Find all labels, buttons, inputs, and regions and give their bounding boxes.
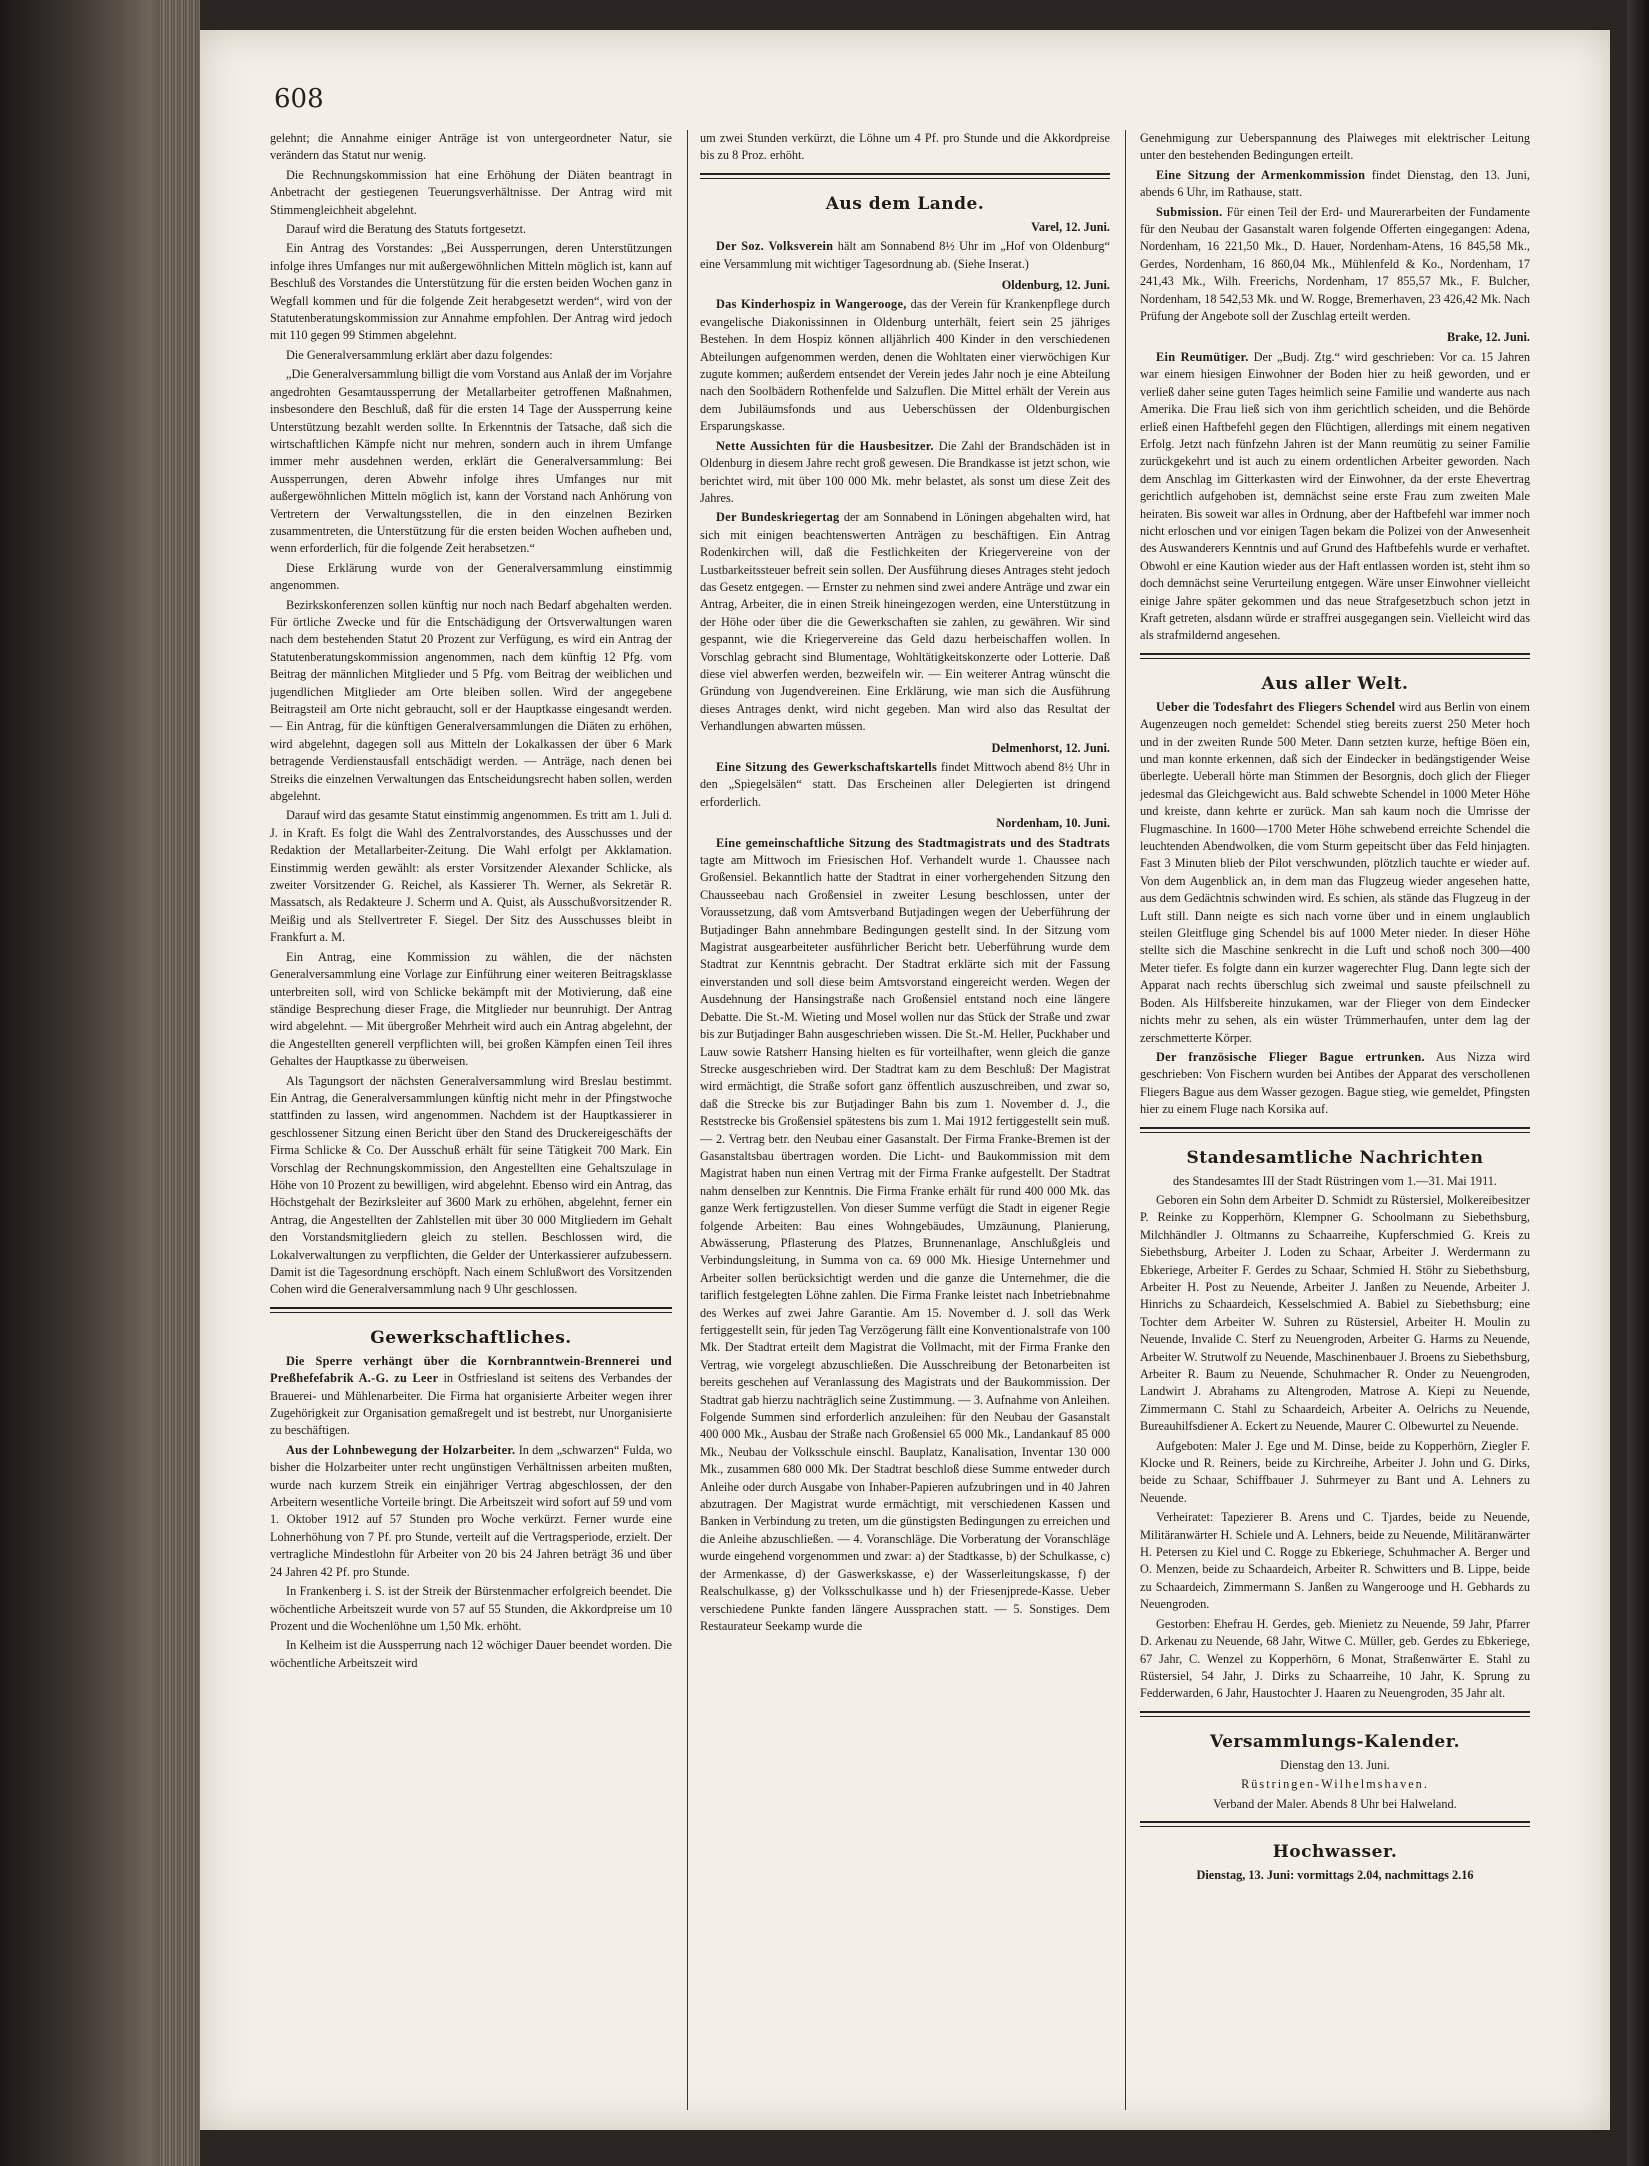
article-text: Der „Budj. Ztg.“ wird geschrieben: Vor ca. 15 Jahren war einem hiesigen Einwohner der Boden hier zu heiß geworden, und er verließ daher seine guten Tages heimlich seine Familie und wanderte aus nach Amerika. Die Frau ließ sich von ihm gerichtlich scheiden, und die Behörde erließ einen Haftbefehl gegen den Flüchtigen, allerdings mit einem negativen Erfolg. Jetzt nach fünfzehn Jahren ist der Mann reumütig zu seiner Familie zurückgekehrt und ist auch zu einem ordentlichen Arbeiter geworden. Nach dem Anschlag im Gitterkasten wird der Einwohner, da der erste Ehevertrag gerichtlich aufgehoben ist, demnächst seine erste Frau zum zweiten Male heiraten. Bis soweit war alles in Ordnung, aber der Haftbefehl war immer noch nicht erloschen und vor einigen Tagen bekam die Polizei von der Anwesenheit des Auswanderers Kenntnis und auf Grund des Haftbefehls wurde er verhaftet. Obwohl er eine Kaution wieder aus der Haft entlassen worden ist, steht ihm so doch demnächst seine Verurteilung entgegen. Wäre unser Einwohner vielleicht einige Jahre später gekommen und das neue Strafgesetzbuch schon jetzt in Kraft getreten, alsdann würde er straffrei ausgegangen sein. Vielleicht wird das als strafmildernd angesehen. [1140, 349, 1530, 643]
article-text: in Ostfriesland ist seitens des Verbandes der Brauerei- und Mühlenarbeiter. Die Firma hat organisierte Arbeiter wegen ihrer Zugehörigkeit zur Organisation gemaßregelt und ist bestrebt, nur Unorganisierte zu beschäftigen. [270, 1371, 672, 1438]
page-stack-edge [160, 0, 200, 2166]
section-divider [1140, 1127, 1530, 1133]
article-lead: Der französische Flieger Bague ertrunken. [1156, 1049, 1425, 1064]
paragraph: Bezirkskonferenzen sollen künftig nur noch nach Bedarf abgehalten werden. Für örtliche Zwecke und für die Entschädigung der Ortsverwaltungen waren nach dem bestehenden Statut 20 Prozent zur Verfügung, es wird ein Antrag der Statutenberatungskommission angenommen, nach dem künftig 12 Pfg. vom Beitrag der männlichen Mitglieder und 5 Pfg. vom Beitrag der weiblichen und jugendlichen Mitglieder am Orte bleiben sollen. Wird der angegebene Beitragsteil am Orte nicht gebraucht, soll er der Hauptkasse eingesandt werden. — Ein Antrag, für die künftigen Generalversammlungen die Diäten zu erhöhen, wird abgelehnt, dagegen soll aus Mitteln der Lokalkassen der über 6 Mark betragende Verdienstausfall entschädigt werden. — Anträge, nach denen bei Streiks die einzelnen Verwaltungen das Entscheidungsrecht haben sollen, werden abgelehnt. [270, 597, 672, 804]
paragraph: um zwei Stunden verkürzt, die Löhne um 4 Pf. pro Stunde und die Akkordpreise bis zu 8 Proz. erhöht. [700, 131, 1110, 163]
article-lead: Ein Reumütiger. [1156, 349, 1249, 364]
dateline: Oldenburg, 12. Juni. [1001, 278, 1110, 293]
paragraph: Aufgeboten: Maler J. Ege und M. Dinse, beide zu Kopperhörn, Ziegler F. Klocke und R. Reiners, beide zu Kirchreihe, Arbeiter J. John und G. Dirks, beide zu Schaar, Schiffbauer J. Suhrmeyer zu Bant und A. Lehners zu Neuende. [1140, 1438, 1530, 1505]
paragraph: „Die Generalversammlung billigt die vom Vorstand aus Anlaß der im Vorjahre angedrohten Gesamtaussperrung der Metallarbeiter getroffenen Maßnahmen, insbesondere den Beschluß, daß für die ersten 14 Tage der Aussperrung keine Unterstützung bezahlt werden sollte. In Erkenntnis der Tatsache, daß sich die wirtschaftlichen Kämpfe nicht nur mehren, sondern auch in ihrem Umfange immer mehr ausdehnen werden, erklärt die Generalversammlung: Bei Aussperrungen, deren Abwehr infolge ihres Umfanges nur mit außergewöhnlichen Mitteln möglich ist, kann der Vorstand nach Anhörung von Vertretern der Verwaltungsstellen, die in den einzelnen Bezirken zusammentreten, die Unterstützung für die ersten beiden Wochen aufheben und, wenn erforderlich, für die folgende Zeit herabsetzen.“ [270, 367, 672, 556]
article-text: das der Verein für Krankenpflege durch evangelische Diakonissinnen in Oldenburg unterhält, feiert sein 25 jähriges Bestehen. In dem Hospiz können alljährlich 400 Kinder in den verschiedenen Abteilungen aufgenommen werden, denen die Wohltaten einer vierwöchigen Kur zugute kommen; außerdem entsendet der Verein jedes Jahr noch je eine Abteilung nach den Soolbädern Rothenfelde und Salzuflen. Die Mittel erhält der Verein aus dem Jubiläumsfonds und aus Ueberschüssen der Oldenburgischen Ersparungskasse. [700, 297, 1110, 434]
article-lead: Die Sperre verhängt über die Kornbranntwein-Brennerei und Preßhefefabrik A.-G. zu Leer [270, 1353, 672, 1386]
section-heading-kalender: Versammlungs-Kalender. [1209, 1731, 1461, 1752]
article-text: findet Mittwoch abend 8½ Uhr in den „Spiegelsälen“ statt. Das Erscheinen aller Delegierten ist dringend erforderlich. [700, 760, 1110, 809]
article-text: hält am Sonnabend 8½ Uhr im „Hof von Oldenburg“ eine Versammlung mit wichtiger Tagesordnung ab. (Siehe Inserat.) [700, 239, 1110, 271]
section-heading-hochwasser: Hochwasser. [1272, 1841, 1398, 1862]
article-text: tagte am Mittwoch im Friesischen Hof. Verhandelt wurde 1. Chaussee nach Großensiel. Bekanntlich hatte der Stadtrat in einer vorhergehenden Sitzung den Chausseebau nach Großensiel in zweiter Lesung beschlossen, unter der Voraussetzung, daß vom Amtsverband Butjadingen wegen der Ueberführung der Butjadinger Bahn annehmbare Bedingungen gestellt sind. In der Sitzung vom Magistrat ausgearbeiteter ausführlicher Bericht betr. Ueberführung wurde dem Stadtrat zur Kenntnis gebracht. Der Stadtrat erklärte sich mit der Fassung einverstanden und soll diese beim Amtsvorstand eingereicht werden. Wegen der Ausdehnung der Hansingstraße nach Großensiel entstand noch eine längere Debatte. Die St.-M. Wieting und Mosel wollen nur das Stück der Straße und zwar bis zur Butjadinger Bahn ausgeschrieben wissen. Die St.-M. Heller, Puckhaber und Lauw sowie Ratsherr Hansing hielten es für vorteilhafter, wenn gleich die ganze Strecke ausgeschrieben wird. Der Stadtrat kam zu dem Beschluß: Der Magistrat wird ermächtigt, die Straße sofort ganz öffentlich auszuschreiben, und zwar so, daß die Strecke bis zur Butjadinger Bahn bis zum 1. November d. J., die Reststrecke bis Großensiel spätestens bis zum 1. Mai 1912 fertiggestellt sein muß. — 2. Vertrag betr. den Neubau einer Gasanstalt. Der Firma Franke-Bremen ist der Gasanstaltsbau übertragen worden. Die Licht- und Baukommission mit dem Magistrat haben nun einen Vertrag mit der Firma Franke aufgestellt. Der Stadtrat nahm denselben zur Kenntnis. Die Firma Franke erhält für rund 400 000 Mk. das ganze Werk fertigzustellen. Von dieser Summe verfügt die Stadt in eigener Regie folgende Arbeiten: Bau eines Wohngebäudes, Umzäunung, Planierung, Abwässerung, Pflasterung des Platzes, Brunnenanlage, Anschlußgleis und Verbindungsleitung, in Summa von ca. 69 000 Mk. Hiesige Unternehmer und Arbeiter sollen berücksichtigt werden und die ganze die Unternehmer, die die tariflich festgelegten Löhne zahlen. Die Firma Franke leistet nach Inbetriebnahme des Werkes auf zwei Jahre Garantie. Am 15. November d. J. soll das Werk fertiggestellt sein, für jeden Tag Verzögerung fällt eine Konventionalstrafe von 100 Mk. Der Stadtrat erteilt dem Magistrat die Vollmacht, mit der Firma Franke den Vertrag, wie vorgelegt abzuschließen. Die Ausschreibung der Betonarbeiten ist bereits geschehen auf Veranlassung des Magistrats und der Baukommission. Der Stadtrat gab hierzu nachträglich seine Zustimmung. — 3. Aufnahme von Anleihen. Folgende Summen sind erforderlich anzuleihen: für den Neubau der Gasanstalt 400 000 Mk., Ausbau der Straße nach Großensiel 65 000 Mk., Landankauf 85 000 Mk., Neubau der Volksschule einschl. Bauplatz, Kanalisation, Inventar 130 000 Mk., zusammen 680 000 Mk. Der Stadtrat beschloß diese Summe entweder durch Anleihe oder durch Ausgabe von Inhaber-Papieren aufzubringen und in 40 Jahren abzutragen. Der Magistrat wurde ermächtigt, mit verschiedenen Kassen und Banken in Verbindung zu treten, um die günstigsten Bedingungen zu erreichen und die Anleihe abzuschließen. — 4. Voranschläge. Die Vorberatung der Voranschläge wurde eingehend vorgenommen und zwar: a) der Stadtkasse, b) der Schulkasse, c) der Armenkasse, d) der Gaswerkskasse, e) der Wasserleitungskasse, f) der Realschulkasse, g) der Volksschulkasse und h) der Friesenjprede-Kasse. Ueber verschiedene Punkte fanden längere Aussprachen statt. — 5. Sonstiges. Dem Restaurateur Seekamp wurde die [700, 853, 1110, 1633]
calendar-date: Dienstag den 13. Juni. [1280, 1757, 1390, 1772]
article-lead: Ueber die Todesfahrt des Fliegers Schendel [1156, 699, 1396, 714]
section-heading-aus-dem-lande: Aus dem Lande. [825, 193, 985, 214]
article-lead: Submission. [1156, 204, 1223, 219]
article-lead: Das Kinderhospiz in Wangerooge, [716, 297, 907, 312]
section-divider [1140, 653, 1530, 659]
paragraph: Ein Antrag des Vorstandes: „Bei Aussperrungen, deren Unterstützungen infolge ihres Umfanges nur mit außergewöhnlichen Mitteln möglich ist, kann auf Beschluß des Vorstandes die Unterstützung für die ersten beiden Wochen ganz in Wegfall kommen und für die folgende Zeit herabgesetzt werden“, wird von der Statutenberatungskommission zur Annahme empfohlen. Der Antrag wird jedoch mit 110 gegen 99 Stimmen abgelehnt. [270, 241, 672, 343]
article-text: Für einen Teil der Erd- und Maurerarbeiten der Fundamente für den Neubau der Gasanstalt waren folgende Offerten eingegangen: Adena, Nordenham, 16 221,50 Mk., D. Hauer, Nordenham-Atens, 16 845,58 Mk., Gerdes, Nordenham, 16 860,04 Mk., Mühlenfeld & Ko., Nordenham, 17 241,43 Mk., Wilh. Freerichs, Nordenham, 17 855,57 Mk., F. Bulcher, Nordenham, 18 542,53 Mk. und W. Rogge, Bremerhaven, 23 426,42 Mk. Nach Prüfung der Angebote soll der Zuschlag erteilt werden. [1140, 204, 1530, 324]
paragraph: Ein Antrag, eine Kommission zu wählen, die der nächsten Generalversammlung eine Vorlage zur Einführung einer weiteren Beitragsklasse unterbreiten soll, wird von Schlicke bekämpft mit der Motivierung, daß eine ständige Besprechung dieser Frage, die Mitglieder nur beunruhigt. Der Antrag wird abgelehnt. — Mit übergroßer Mehrheit wird auch ein Antrag abgelehnt, der die Angestellten generell verpflichten will, bei großen Kämpfen einen Teil ihres Gehaltes der Hauptkasse zu überweisen. [270, 949, 672, 1069]
article-lead: Der Bundeskriegertag [716, 510, 840, 525]
section-heading-gewerkschaftliches: Gewerkschaftliches. [370, 1327, 572, 1348]
dateline: Delmenhorst, 12. Juni. [991, 740, 1110, 755]
article-lead: Der Soz. Volksverein [716, 239, 834, 254]
calendar-entry: Verband der Maler. Abends 8 Uhr bei Halweland. [1213, 1796, 1457, 1811]
paragraph: Verheiratet: Tapezierer B. Arens und C. Tjardes, beide zu Neuende, Militäranwärter H. Schiele und A. Lehners, beide zu Neuende, Militäranwärter H. Petersen zu Kiel und C. Rogge zu Ebkeriege, Schuhmacher A. Berger und O. Menzen, beide zu Schaardeich, Arbeiter R. Schwitters und B. Lippe, beide zu Schaardeich, Zimmermann S. Janßen zu Wangerooge und H. Gebhards zu Neuengroden. [1140, 1510, 1530, 1612]
dateline: Varel, 12. Juni. [1031, 219, 1110, 234]
article-text: Aus Nizza wird geschrieben: Von Fischern wurden bei Antibes der Apparat des verschollenen Fliegers Bague aus dem Wasser gezogen. Bague stieg, wie gemeldet, Pfingsten hier zu einem Fluge nach Korsika auf. [1140, 1049, 1530, 1117]
paragraph: In Kelheim ist die Aussperrung nach 12 wöchiger Dauer beendet worden. Die wöchentliche Arbeitszeit wird [270, 1638, 672, 1670]
paragraph: Diese Erklärung wurde von der Generalversammlung einstimmig angenommen. [270, 560, 672, 593]
section-divider [700, 173, 1110, 179]
column-1 [270, 130, 672, 2120]
dateline: Brake, 12. Juni. [1446, 330, 1530, 345]
column-rule [687, 130, 688, 2110]
dateline: Nordenham, 10. Juni. [996, 816, 1110, 831]
paragraph: Genehmigung zur Ueberspannung des Plaiweges mit elektrischer Leitung unter den bestehenden Bedingungen erteilt. [1140, 131, 1530, 163]
paragraph: gelehnt; die Annahme einiger Anträge ist von untergeordneter Natur, sie verändern das Statut nur wenig. [270, 131, 672, 163]
calendar-place: Rüstringen-Wilhelmshaven. [1241, 1777, 1429, 1792]
paragraph: Die Rechnungskommission hat eine Erhöhung der Diäten beantragt in Anbetracht der gestiegenen Teuerungsverhältnisse. Der Antrag wird mit Stimmengleichheit abgelehnt. [270, 167, 672, 217]
page-number: 608 [274, 84, 324, 114]
column-3 [1140, 130, 1530, 2120]
paragraph: Als Tagungsort der nächsten Generalversammlung wird Breslau bestimmt. Ein Antrag, die Generalversammlungen künftig nicht mehr in der Pfingstwoche stattfinden zu lassen, wird angenommen. Nachdem ist der Hauptkassierer in geschlossener Sitzung einen Bericht über den Stand des Druckereigeschäfts der Firma Schlicke & Co. Der Ausschuß erhält für seine Tätigkeit 700 Mark. Ein Vorschlag der Rechnungskommission, den Angestellten eine Gehaltszulage in Höhe von 10 Prozent zu bewilligen, wird abgelehnt. Ebenso wird ein Antrag, das Höchstgehalt der Bezirksleiter auf 3600 Mark zu erhöhen, abgelehnt, ferner ein Antrag, die Angestellten der Zahlstellen mit über 30 000 Mitgliedern im Gehalt den Vorstandsmitgliedern gleich zu stellen. Beschlossen wird, die Lokalverwaltungen zu verpflichten, die Gelder der Unterkassierer aufzubessern. Damit ist die Tagesordnung erschöpft. Nach einem Schlußwort des Vorsitzenden Cohen wird die Generalversammlung nach 9 Uhr geschlossen. [270, 1073, 672, 1297]
article-lead: Nette Aussichten für die Hausbesitzer. [716, 438, 934, 453]
article-lead: Eine gemeinschaftliche Sitzung des Stadtmagistrats und des Stadtrats [716, 835, 1110, 850]
column-2 [700, 130, 1110, 2120]
section-divider [270, 1307, 672, 1313]
article-lead: Aus der Lohnbewegung der Holzarbeiter. [286, 1442, 516, 1457]
section-divider [1140, 1821, 1530, 1827]
newspaper-page [200, 30, 1610, 2130]
article-text: wird aus Berlin von einem Augenzeugen noch gemeldet: Schendel stieg bereits zuerst 250 Meter hoch und in der zweiten Runde 500 Meter. Dann setzten kurze, heftige Böen ein, und man konnte erkennen, daß sich der Eindecker in bedängstigender Weise überlegte. Ueberall hörte man Stimmen der Besorgnis, doch glich der Flieger jedesmal das Gleichgewicht aus. Bald schwebte Schendel in 1000 Meter Höhe und kreiste, dann kehrte er zurück. Man sah kaum noch die Umrisse der Flugmaschine. In 1600—1700 Meter Höhe schwebend erreichte Schendel die leuchtenden Abendwolken, die vom Sturm gepeitscht über das Feld hinjagten. Fast 3 Minuten blieb der Pilot verschwunden, plötzlich tauchte er wieder auf. Von dem Augenblick an, in dem man das Flugzeug wieder angesehen hatte, aus dem Gedächtnis schwinden wird. Es schien, als stände das Flugzeug in der Luft still. Dann neigte es sich nach vorne über und in einem unglaublich steilen Gleitfluge ging Schendel bis auf 1000 Meter nieder. In dieser Höhe stellte sich die Maschine senkrecht in die Luft und schoß noch 300—400 Meter tiefer. Es folgte dann ein kurzer wagerechter Flug. Dann legte sich der Apparat nach rechts überschlug sich zweimal und sauste pfeilschnell zu Boden. Als Hilfsbereite hinzukamen, war der Flieger von dem Eindecker nichts mehr zu sehen, als ein wüster Trümmerhaufen, unter dem lag der zerschmetterte Körper. [1140, 699, 1530, 1045]
paragraph: Darauf wird die Beratung des Statuts fortgesetzt. [286, 222, 527, 237]
subheading: des Standesamtes III der Stadt Rüstringen vom 1.—31. Mai 1911. [1173, 1173, 1497, 1188]
article-text: Die Zahl der Brandschäden ist in Oldenburg in diesem Jahre recht groß gewesen. Die Brandkasse ist jetzt schon, wie berichtet wird, mit über 100 000 Mk. mehr belastet, als sonst um diese Zeit des Jahres. [700, 438, 1110, 505]
tide-times: Dienstag, 13. Juni: vormittags 2.04, nachmittags 2.16 [1196, 1867, 1474, 1882]
paragraph: Gestorben: Ehefrau H. Gerdes, geb. Mienietz zu Neuende, 59 Jahr, Pfarrer D. Arkenau zu Neuende, 68 Jahr, Witwe C. Müller, geb. Gerdes zu Ebkeriege, 67 Jahr, C. Wenzel zu Kopperhörn, 6 Monat, Straßenwärter E. Stahl zu Rüstersiel, 54 Jahr, J. Dirks zu Schaarreihe, 10 Jahr, K. Sprung zu Fedderwarden, 6 Jahr, Haustochter J. Haaren zu Neuengroden, 35 Jahr alt. [1140, 1616, 1530, 1701]
section-divider [1140, 1711, 1530, 1717]
paragraph: Geboren ein Sohn dem Arbeiter D. Schmidt zu Rüstersiel, Molkereibesitzer P. Reinke zu Kopperhörn, Klempner G. Schoolmann zu Siebethsburg, Milchhändler J. Oltmanns zu Schaarreihe, Kupferschmied G. Kreis zu Siebethsburg, Arbeiter J. Loden zu Schaar, Arbeiter J. Werdermann zu Ebkeriege, Arbeiter F. Gerdes zu Schaar, Schmied H. Stöhr zu Siebethsburg, Arbeiter H. Post zu Neuende, Arbeiter J. Janßen zu Neuende, Arbeiter J. Hinrichs zu Schaardeich, Kesselschmied A. Babiel zu Siebethsburg; eine Tochter dem Arbeiter W. Suhren zu Rüstersiel, Arbeiter H. Moulin zu Neuende, Invalide C. Sterf zu Neuengroden, Arbeiter G. Harms zu Neuende, Arbeiter W. Strutwolf zu Neuende, Maschinenbauer J. Broens zu Siebethsburg, Arbeiter R. Baum zu Neuende, Schuhmacher R. Onder zu Neuengroden, Landwirt J. Abrahams zu Altengroden, Matrose A. Kiepi zu Neuende, Zimmermann C. Stahl zu Schaardeich, Arbeiter A. Oelrichs zu Neuende, Bureauhilfsdiener A. Eckert zu Neuende, Maurer C. Olbewurtel zu Neuende. [1140, 1192, 1530, 1434]
section-heading-standesamt: Standesamtliche Nachrichten [1186, 1147, 1484, 1168]
section-heading-aus-aller-welt: Aus aller Welt. [1261, 673, 1409, 694]
column-rule [1125, 130, 1126, 2110]
article-text: findet Dienstag, den 13. Juni, abends 6 Uhr, im Rathause, statt. [1140, 167, 1530, 200]
paragraph: In Frankenberg i. S. ist der Streik der Bürstenmacher erfolgreich beendet. Die wöchentliche Arbeitszeit wurde von 57 auf 55 Stunden, die Akkordpreise um 10 Prozent und die Wochenlöhne um 1,50 Mk. erhöht. [270, 1584, 672, 1633]
article-lead: Eine Sitzung der Armenkommission [1156, 167, 1366, 182]
right-shadow [1627, 0, 1649, 2166]
article-text: der am Sonnabend in Löningen abgehalten wird, hat sich mit einigen beachtenswerten Anträgen zu beschäftigen. Ein Antrag Rodenkirchen will, daß die Festlichkeiten der Kriegervereine von der Lustbarkeitssteuer befreit sein sollen. Der Ausführung dieses Antrages steht jedoch das Gesetz entgegen. — Ernster zu nehmen sind zwei andere Anträge und zwar ein Antrag, Arbeiter, die in einen Streik hineingezogen werden, eine Unterstützung in der Höhe oder über die die Gewerkschaften sie zahlen, zu gewähren. Wir sind gespannt, wie die Kriegervereine das Geld dazu herbeischaffen wollen. In Vorschlag gebracht sind Blumentage, Wohltätigkeitskonzerte oder Lotterie. Daß diese viel abwerfen werden, bezweifeln wir. — Ein weiterer Antrag wünscht die Gründung von Jugendvereinen. Eine Erklärung, wie man sich die Ausführung dieses Antrages denkt, wird nicht gegeben. Man wird also das Resultat der Verhandlungen abwarten müssen. [700, 510, 1110, 734]
article-lead: Eine Sitzung des Gewerkschaftskartells [716, 760, 938, 774]
paragraph: Darauf wird das gesamte Statut einstimmig angenommen. Es tritt am 1. Juli d. J. in Kraft. Es folgt die Wahl des Zentralvorstandes, des Ausschusses und der Redaktion der Metallarbeiter-Zeitung. Die Wahl erfolgt per Akklamation. Einstimmig werden gewählt: als erster Vorsitzender Alexander Schlicke, als zweiter Vorsitzender G. Reichel, als Kassierer Th. Werner, als Sekretär R. Massatsch, als Redakteure J. Scherm und A. Quist, als Ausschußvorsitzender R. Meißig und als Stellvertreter F. Siegel. Der Sitz des Ausschusses bleibt in Frankfurt a. M. [270, 808, 672, 945]
article-text: In dem „schwarzen“ Fulda, wo bisher die Holzarbeiter unter recht ungünstigen Verhältnissen arbeiten mußten, wurde nach kurzem Streik ein einjähriger Vertrag abgeschlossen, der den Arbeitern wesentliche Vorteile bringt. Die Arbeitszeit wird sofort auf 59 und vom 1. Oktober 1912 auf 57 Stunden pro Woche verkürzt. Ferner wurde eine Lohnerhöhung von 7 Pf. pro Stunde, verteilt auf die Vertragsperiode, erzielt. Der vertragliche Mindestlohn für Arbeiter von 20 bis 24 Jahren beträgt 36 und über 24 Jahren 42 Pf. pro Stunde. [270, 1442, 672, 1579]
paragraph: Die Generalversammlung erklärt aber dazu folgendes: [286, 347, 553, 362]
